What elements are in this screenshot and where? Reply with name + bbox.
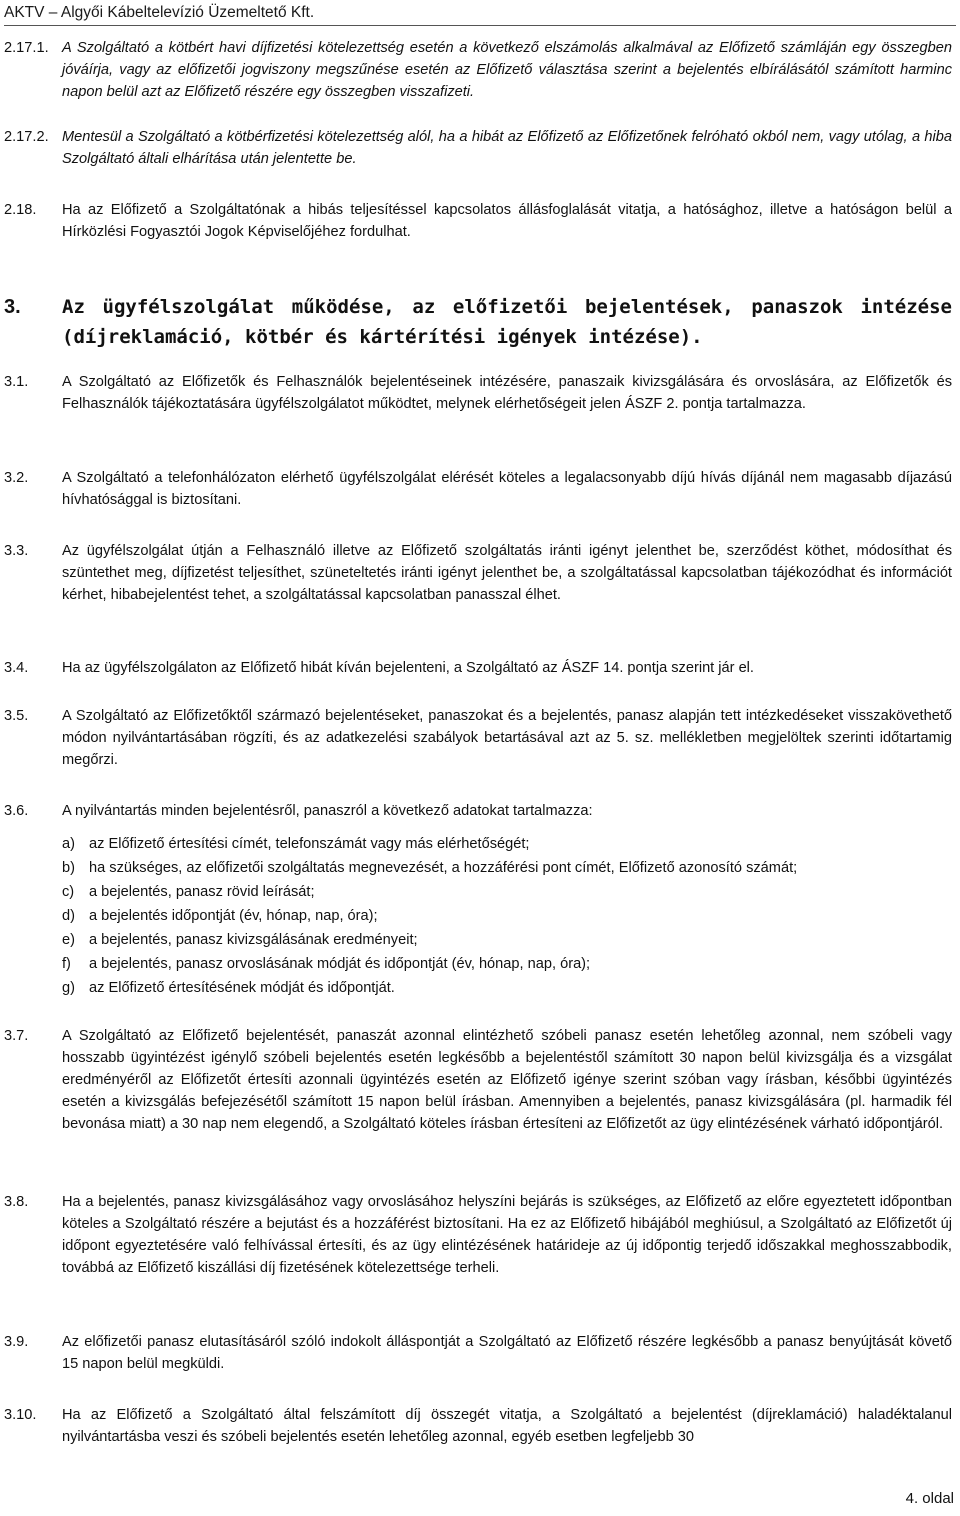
section-text: A Szolgáltató az Előfizetők és Felhasználók bejelentéseinek intézésére, panaszaik kivizsgálására és orvoslására, az Előfizetők és Felhasználók tájékoztatására ügyfélszolgálatot működtet, melynek elérhetőségeit jelen ÁSZF 2. pontja tartalmazza. — [62, 374, 952, 412]
section-number: 3.4. — [4, 660, 29, 676]
list-item — [62, 857, 797, 879]
section-number: 3.10. — [4, 1407, 37, 1423]
section-3-10 — [4, 1404, 956, 1448]
list-item-text: a bejelentés időpontját (év, hónap, nap, óra); — [89, 908, 378, 924]
list-item-letter: b) — [62, 860, 75, 876]
section-text: Az ügyfélszolgálat útján a Felhasználó illetve az Előfizető szolgáltatás iránti igényt jelenthet be, szerződést köthet, módosíthat és szüntethet meg, díjfizetést teljesíthet, szüneteltetés iránti igényt jelenthet be, a szolgáltatással kapcsolatban tájékozódhat és információt kérhet, hibabejelentést tehet, a szolgáltatással kapcsolatban panasszal élhet. — [62, 543, 952, 603]
section-2-17-2 — [4, 126, 956, 170]
section-number: 3.5. — [4, 708, 29, 724]
list-item-letter: d) — [62, 908, 75, 924]
header-divider — [4, 25, 956, 26]
section-2-17-1 — [4, 37, 956, 103]
list-item — [62, 929, 418, 951]
section-number: 3.3. — [4, 543, 29, 559]
section-text: Ha az Előfizető a Szolgáltató által felszámított díj összegét vitatja, a Szolgáltató a bejelentést (díjreklamáció) haladéktalanul nyilvántartásba veszi és szóbeli bejelentés esetén lehetőleg azonnal, egyéb esetben legfeljebb 30 — [62, 1407, 952, 1445]
list-item-text: a bejelentés, panasz kivizsgálásának eredményeit; — [89, 932, 418, 948]
section-text: A Szolgáltató a telefonhálózaton elérhető ügyfélszolgálat elérését köteles a legalacsonyabb díjú hívás díjánál nem magasabb díjazású hívhatósággal is biztosítani. — [62, 470, 952, 508]
list-item — [62, 881, 315, 903]
section-number: 3.7. — [4, 1028, 29, 1044]
section-number: 2.17.1. — [4, 40, 49, 56]
list-item — [62, 977, 395, 999]
section-text: Ha az ügyfélszolgálaton az Előfizető hibát kíván bejelenteni, a Szolgáltató az ÁSZF 14. pontja szerint jár el. — [62, 660, 754, 676]
page-number: 4. oldal — [905, 1490, 954, 1507]
chapter-3-heading — [4, 292, 956, 352]
section-3-1 — [4, 371, 956, 437]
section-text: Ha a bejelentés, panasz kivizsgálásához vagy orvoslásához helyszíni bejárás is szükséges, az Előfizető az előre egyeztetett időpontban köteles a Szolgáltató részére a bejutást és a hozzáférést biztosítani. Ha ez az Előfizető hibájából meghiúsul, a Szolgáltató az Előfizetőt új időpont egyeztetésére való felhívással értesíti, és az ügy elintézésének határideje az új időpontig terjedő időszakkal meghosszabbodik, továbbá az Előfizető kiszállási díj fizetésének kötelezettsége terheli. — [62, 1194, 952, 1276]
section-text: A Szolgáltató az Előfizetőktől származó bejelentéseket, panaszokat és a bejelentés, panasz alapján tett intézkedéseket visszakövethető módon nyilvántartásában rögzíti, és az adatkezelési szabályok betartásával azt az 5. sz. mellékletben megjelöltek szerinti időtartamig megőrzi. — [62, 708, 952, 768]
section-number: 2.17.2. — [4, 129, 49, 145]
list-item — [62, 905, 378, 927]
section-3-7 — [4, 1025, 956, 1157]
list-item-letter: e) — [62, 932, 75, 948]
section-3-6 — [4, 800, 956, 822]
list-item-text: ha szükséges, az előfizetői szolgáltatás megnevezését, a hozzáférési pont címét, Előfizető azonosító számát; — [89, 860, 798, 876]
section-number: 3.9. — [4, 1334, 29, 1350]
section-text: Az előfizetői panasz elutasításáról szóló indokolt álláspontját a Szolgáltató az Előfizető részére legkésőbb a panasz benyújtását követő 15 napon belül megküldi. — [62, 1334, 952, 1372]
section-3-2 — [4, 467, 956, 511]
chapter-title: Az ügyfélszolgálat működése, az előfizetői bejelentések, panaszok intézése (díjreklamáció, kötbér és kártérítési igények intézése). — [62, 296, 952, 348]
list-item — [62, 953, 590, 975]
section-3-8 — [4, 1191, 956, 1301]
list-item-text: az Előfizető értesítési címét, telefonszámát vagy más elérhetőségét; — [89, 836, 530, 852]
list-item-letter: a) — [62, 836, 75, 852]
section-text: A Szolgáltató az Előfizető bejelentését, panaszát azonnal elintézhető szóbeli panasz esetén lehetőleg azonnal, nem szóbeli vagy hosszabb ügyintézést igénylő szóbeli bejelentés esetén legkésőbb a bejelentéstől számított 30 napon belül kivizsgálja és a vizsgálat eredményéről az Előfizetőt értesíti azonnali ügyintézés esetén az Előfizető igénye szerint szóban vagy írásban, későbbi ügyintézés esetén a kivizsgálás befejezésétől számított 15 napon belül írásban. Amennyiben a bejelentés, panasz kivizsgálására (pl. harmadik fél bevonása miatt) a 30 nap nem elegendő, a Szolgáltató köteles írásban értesíteni az Előfizetőt az ügy elintézésének várható időpontjáról. — [62, 1028, 952, 1132]
section-3-5 — [4, 705, 956, 771]
section-number: 2.18. — [4, 202, 37, 218]
section-3-9 — [4, 1331, 956, 1375]
section-number: 3.2. — [4, 470, 29, 486]
section-3-3 — [4, 540, 956, 628]
chapter-number: 3. — [4, 296, 21, 318]
document-header: AKTV – Algyői Kábeltelevízió Üzemeltető Kft. — [4, 4, 315, 21]
section-number: 3.1. — [4, 374, 29, 390]
section-2-18 — [4, 199, 956, 243]
list-item-letter: f) — [62, 956, 71, 972]
list-item-letter: g) — [62, 980, 75, 996]
section-number: 3.8. — [4, 1194, 29, 1210]
section-text: Mentesül a Szolgáltató a kötbérfizetési kötelezettség alól, ha a hibát az Előfizető az Előfizetőnek felróható okból nem, vagy utólag, a hiba Szolgáltató általi elhárítása után jelentette be. — [62, 129, 952, 167]
list-item — [62, 833, 529, 855]
section-text: A Szolgáltató a kötbért havi díjfizetési kötelezettség esetén a következő elszámolás alkalmával az Előfizető számláján egy összegben jóváírja, vagy az előfizetői jogviszony megszűnése esetén az Előfizető választása szerint a bejelentés elbírálásától számított harminc napon belül azt az Előfizető részére egy összegben visszafizeti. — [62, 40, 952, 100]
list-item-text: az Előfizető értesítésének módját és időpontját. — [89, 980, 395, 996]
section-text: Ha az Előfizető a Szolgáltatónak a hibás teljesítéssel kapcsolatos állásfoglalását vitatja, a hatósághoz, illetve a hatóságon belül a Hírközlési Fogyasztói Jogok Képviselőjéhez fordulhat. — [62, 202, 952, 240]
list-item-text: a bejelentés, panasz rövid leírását; — [89, 884, 315, 900]
section-3-4 — [4, 657, 956, 679]
list-item-text: a bejelentés, panasz orvoslásának módját és időpontját (év, hónap, nap, óra); — [89, 956, 591, 972]
list-item-letter: c) — [62, 884, 75, 900]
section-number: 3.6. — [4, 803, 29, 819]
section-text: A nyilvántartás minden bejelentésről, panaszról a következő adatokat tartalmazza: — [62, 803, 593, 819]
